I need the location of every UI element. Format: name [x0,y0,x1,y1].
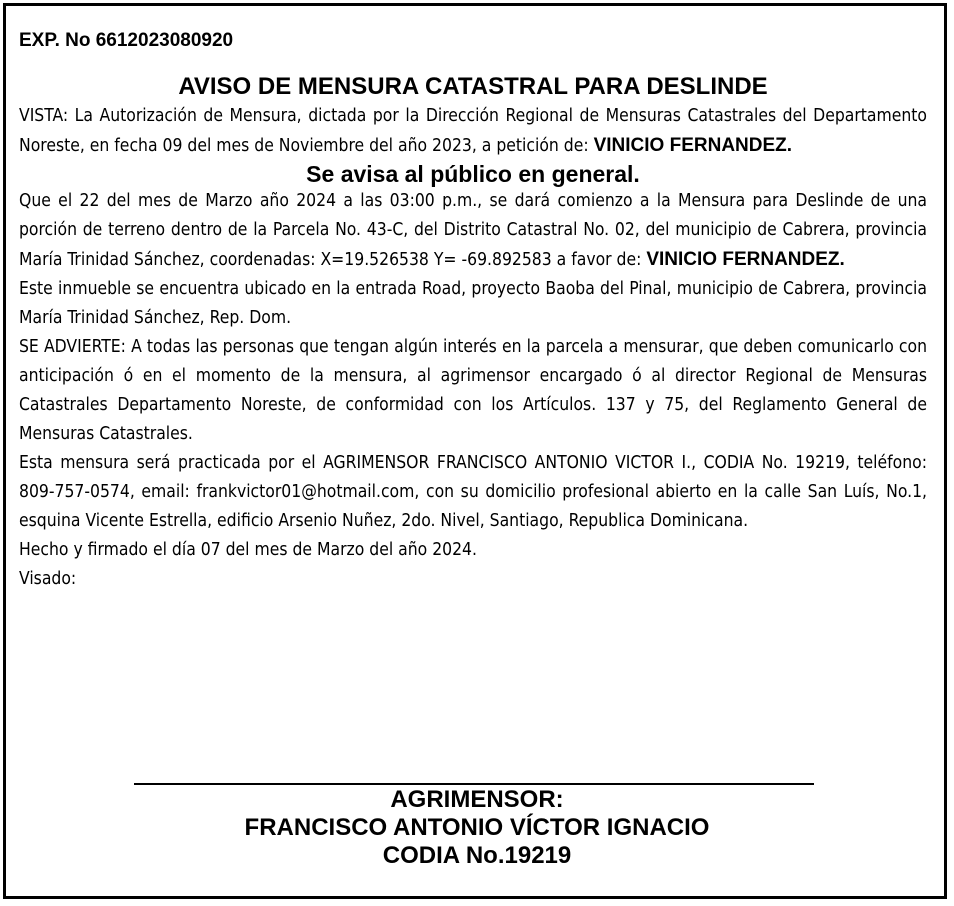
vista-applicant-name: VINICIO FERNANDEZ. [593,135,793,156]
notice-body [19,30,927,594]
public-notice-heading: Se avisa al público en general. [306,161,640,187]
vista-text: VISTA: La Autorización de Mensura, dictada por la Dirección Regional de Mensuras Catastrales del Departamento Noreste, en fecha 09 del mes de Noviembre del año 2023, a petición de: [19,106,927,156]
visado-label: Visado: [19,569,77,589]
signature-codia: CODIA No.19219 [382,842,572,869]
signature-block [0,786,954,870]
survey-date-text: Que el 22 del mes de Marzo año 2024 a las 03:00 p.m., se dará comienzo a la Mensura para Deslinde de una porción de terreno dentro de la Parcela No. 43-C, del Distrito Catastral No. 02, del municipio de Cabrera, provincia María Trinidad Sánchez, coordenadas: X=19.526538 Y= -69.892583 a favor de: [19,191,927,270]
vista-paragraph [19,102,927,161]
signed-date: Hecho y firmado el día 07 del mes de Marzo del año 2024. [19,540,477,560]
expediente-number: EXP. No 6612023080920 [19,30,234,51]
survey-date-paragraph [19,187,927,275]
survey-beneficiary-name: VINICIO FERNANDEZ. [646,249,845,270]
warning-paragraph: SE ADVIERTE: A todas las personas que tengan algún interés en la parcela a mensurar, que deben comunicarlo con anticipación ó en el momento de la mensura, al agrimensor encargado ó al director Regional de Mensuras Catastrales Departamento Noreste, de conformidad con los Artículos. 137 y 75, del Reglamento General de Mensuras Catastrales. [19,337,927,444]
signature-name: FRANCISCO ANTONIO VÍCTOR IGNACIO [244,814,710,841]
surveyor-paragraph: Esta mensura será practicada por el AGRIMENSOR FRANCISCO ANTONIO VICTOR I., CODIA No. 19219, teléfono: 809-757-0574, email: frankvictor01@hotmail.com, con su domicilio profesional abierto en la calle San Luís, No.1, esquina Vicente Estrella, edificio Arsenio Nuñez, 2do. Nivel, Santiago, Republica Dominicana. [19,453,927,531]
signature-role: AGRIMENSOR: [390,786,564,813]
location-paragraph: Este inmueble se encuentra ubicado en la entrada Road, proyecto Baoba del Pinal, municipio de Cabrera, provincia María Trinidad Sánchez, Rep. Dom. [19,279,927,328]
notice-title: AVISO DE MENSURA CATASTRAL PARA DESLINDE [178,73,768,100]
signature-line [134,783,814,785]
